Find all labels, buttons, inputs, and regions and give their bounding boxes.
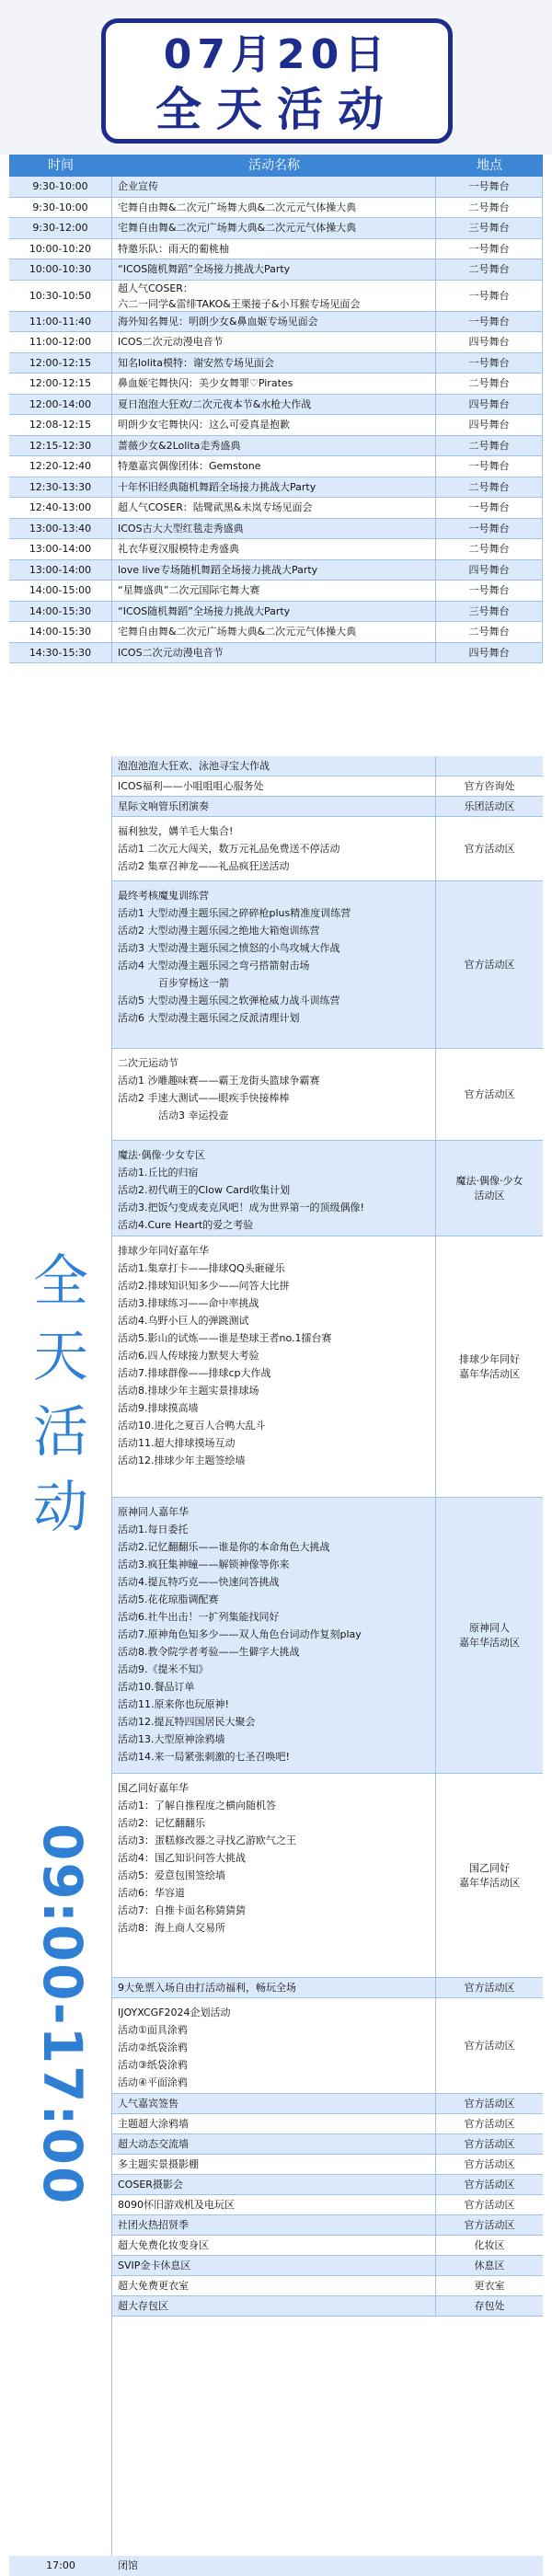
cell-location: 一号舞台 <box>436 581 543 602</box>
cell-time: 9:30-10:00 <box>9 177 112 198</box>
activity-line: 活动5 大型动漫主题乐园之软弹枪威力战斗训练营 <box>118 995 340 1006</box>
table-row <box>9 519 543 540</box>
activity-line: 活动②纸袋涂鸦 <box>118 2041 188 2053</box>
activity-row <box>112 2094 543 2114</box>
table-row <box>9 436 543 457</box>
cell-time: 12:40-13:00 <box>9 498 112 519</box>
activity-line: 活动4 大型动漫主题乐园之弯弓搭箭射击场 <box>118 960 310 972</box>
activity-location: 国乙同好 嘉年华活动区 <box>436 1774 543 1978</box>
activity-line: 活动12.排球少年主题签绘墙 <box>118 1455 246 1466</box>
activity-line: 活动5.花花琼脂调配赛 <box>118 1593 219 1605</box>
activity-line: 活动6.四人传球接力默契大考验 <box>118 1350 259 1362</box>
activity-name <box>112 2155 436 2175</box>
activity-row <box>112 2236 543 2256</box>
cell-name: 特邀乐队：雨天的葡桃柚 <box>112 239 436 260</box>
activity-name <box>112 1049 436 1141</box>
activity-row <box>112 797 543 817</box>
cell-name: “星舞盛典”二次元国际宅舞大赛 <box>112 581 436 602</box>
cell-name: 企业宣传 <box>112 177 436 198</box>
table-row <box>9 177 543 198</box>
activity-location: 官方活动区 <box>436 2155 543 2175</box>
activity-line: 活动2.记忆翻翻乐——谁是你的本命角色大挑战 <box>118 1541 330 1553</box>
activity-row <box>112 756 543 776</box>
activity-line: 活动4.乌野小巨人的弹跳测试 <box>118 1315 249 1327</box>
activity-line: 活动8.教令院学者考验——生僻字大挑战 <box>118 1646 300 1658</box>
cell-time: 12:30-13:30 <box>9 477 112 499</box>
cell-name: ICOS古大大型红毯走秀盛典 <box>112 519 436 540</box>
activity-line: 排球少年同好嘉年华 <box>118 1245 209 1257</box>
cell-location: 一号舞台 <box>436 456 543 477</box>
activity-location: 乐团活动区 <box>436 797 543 817</box>
activity-row <box>112 1998 543 2094</box>
activity-line: COSER摄影会 <box>118 2179 183 2191</box>
activity-line: 活动7.原神角色知多少——双人角色台词动作复刻play <box>118 1628 362 1640</box>
activity-line: 活动8：海上商人交易所 <box>118 1922 225 1934</box>
activity-location: 官方活动区 <box>436 2215 543 2236</box>
activity-location: 官方咨询处 <box>436 776 543 797</box>
activity-location: 休息区 <box>436 2256 543 2276</box>
activity-location: 存包处 <box>436 2296 543 2317</box>
page-date: 07月20日 <box>163 31 391 78</box>
table-header <box>9 155 543 177</box>
table-row <box>9 560 543 581</box>
activity-line: 活动2 大型动漫主题乐园之绝地大箱炮训练营 <box>118 925 320 937</box>
activity-line: 活动2 手速大测试——眼疾手快接棒棒 <box>118 1092 290 1104</box>
header-time: 时间 <box>48 158 74 173</box>
cell-location: 一号舞台 <box>436 281 543 312</box>
activity-row <box>112 1978 543 1998</box>
activity-location: 化妆区 <box>436 2236 543 2256</box>
cell-time: 14:00-15:00 <box>9 581 112 602</box>
activity-line: 多主题实景摄影棚 <box>118 2158 199 2170</box>
activity-line: 活动1 二次元大闯关，数万元礼品免费送不停活动 <box>118 843 340 855</box>
table-row <box>9 456 543 477</box>
activity-location: 魔法·偶像·少女 活动区 <box>436 1141 543 1236</box>
allday-section <box>9 756 543 2567</box>
cell-name: 十年怀旧经典随机舞蹈全场接力挑战大Party <box>112 477 436 499</box>
activity-row <box>112 1141 543 1236</box>
activity-row <box>112 2296 543 2317</box>
cell-time: 12:00-12:15 <box>9 374 112 395</box>
table-row <box>9 281 543 312</box>
cell-name: 知名lolita模特：谢安然专场见面会 <box>112 353 436 374</box>
header-location: 地点 <box>477 158 502 173</box>
activity-line: 活动6 大型动漫主题乐园之反派清理计划 <box>118 1012 300 1024</box>
activity-line: IJOYXCGF2024企划活动 <box>118 2007 231 2018</box>
cell-name: 海外知名舞见：明朗少女&鼻血姬专场见面会 <box>112 312 436 333</box>
activity-name <box>112 1236 436 1498</box>
cell-name: ICOS二次元动漫电音节 <box>112 332 436 353</box>
cell-location: 二号舞台 <box>436 436 543 457</box>
cell-location: 一号舞台 <box>436 177 543 198</box>
activity-row <box>112 2215 543 2236</box>
activity-location: 官方活动区 <box>436 2134 543 2155</box>
cell-time: 12:20-12:40 <box>9 456 112 477</box>
activity-row <box>112 1049 543 1141</box>
cell-location: 四号舞台 <box>436 395 543 416</box>
activity-line: 活动7：自推卡面名称猜猜猜 <box>118 1904 246 1916</box>
cell-name: 特邀嘉宾偶像团体：Gemstone <box>112 456 436 477</box>
activity-line: 活动2.排球知识知多少——问答大比拼 <box>118 1280 290 1292</box>
cell-time: 10:00-10:20 <box>9 239 112 260</box>
cell-time: 10:30-10:50 <box>9 281 112 312</box>
cell-time: 12:08-12:15 <box>9 415 112 436</box>
cell-location: 二号舞台 <box>436 374 543 395</box>
cell-location: 四号舞台 <box>436 332 543 353</box>
header-name: 活动名称 <box>248 158 300 173</box>
cell-time: 9:30-10:00 <box>9 198 112 219</box>
activity-line: 福利独发，媾羊毛大集合! <box>118 825 234 837</box>
cell-name: 宅舞自由舞&二次元广场舞大典&二次元元气体操大典 <box>112 622 436 643</box>
cell-location: 二号舞台 <box>436 198 543 219</box>
activity-name <box>112 776 436 797</box>
table-row <box>9 581 543 602</box>
activity-line: 星际文响管乐团演奏 <box>118 800 209 812</box>
cell-time: 14:30-15:30 <box>9 643 112 664</box>
activity-location: 官方活动区 <box>436 2094 543 2114</box>
table-row <box>9 374 543 395</box>
activity-line: 活动1 大型动漫主题乐园之碎碎枪plus精准度训练营 <box>118 907 351 919</box>
closing-row <box>9 2556 543 2576</box>
cell-location: 四号舞台 <box>436 643 543 664</box>
cell-name: “ICOS随机舞蹈”全场接力挑战大Party <box>112 602 436 623</box>
allday-time: 09:00-17:00 <box>31 1823 94 2206</box>
cell-location: 一号舞台 <box>436 353 543 374</box>
cell-name: 夏日泡泡大狂欢/二次元夜本节&水枪大作战 <box>112 395 436 416</box>
cell-location: 三号舞台 <box>436 218 543 239</box>
activity-line: 人气嘉宾签售 <box>118 2098 178 2110</box>
cell-location: 二号舞台 <box>436 539 543 560</box>
cell-location: 一号舞台 <box>436 519 543 540</box>
activity-line: 活动3 大型动漫主题乐园之愤怒的小鸟攻城大作战 <box>118 942 340 954</box>
closing-time: 17:00 <box>46 2559 75 2571</box>
allday-label: 全天活动 <box>33 1249 88 1540</box>
cell-location: 二号舞台 <box>436 259 543 281</box>
table-row <box>9 477 543 499</box>
table-row <box>9 332 543 353</box>
activity-location: 原神同人 嘉年华活动区 <box>436 1498 543 1774</box>
activity-name <box>112 756 436 776</box>
cell-name: 鼻血姬宅舞快闪：美少女舞罪♡Pirates <box>112 374 436 395</box>
activity-line: 活动11.原来你也玩原神! <box>118 1698 229 1710</box>
activity-row <box>112 2195 543 2215</box>
table-row <box>9 239 543 260</box>
activity-location <box>436 756 543 776</box>
cell-name: 明朗少女宅舞快闪：这么可爱真是抱歉 <box>112 415 436 436</box>
activity-name <box>112 2276 436 2296</box>
cell-name: “ICOS随机舞蹈”全场接力挑战大Party <box>112 259 436 281</box>
cell-location: 二号舞台 <box>436 622 543 643</box>
activity-line: 活动13.大型原神涂鸦墙 <box>118 1733 225 1745</box>
activity-name <box>112 1498 436 1774</box>
activity-line: 超大动态交流墙 <box>118 2138 189 2150</box>
table-row <box>9 539 543 560</box>
activity-line: 活动14.来一局紧张刺激的七圣召唤吧! <box>118 1751 290 1763</box>
cell-name: love live专场随机舞蹈全场接力挑战大Party <box>112 560 436 581</box>
activity-location: 官方活动区 <box>436 2175 543 2195</box>
activity-name <box>112 817 436 881</box>
cell-time: 13:00-13:40 <box>9 519 112 540</box>
activity-name <box>112 2175 436 2195</box>
activity-row <box>112 2276 543 2296</box>
activity-name <box>112 2256 436 2276</box>
table-row <box>9 498 543 519</box>
activity-line: 活动7.排球群像——排球cp大作战 <box>118 1367 271 1379</box>
table-row <box>9 643 543 664</box>
cell-time: 14:00-15:30 <box>9 602 112 623</box>
cell-location: 四号舞台 <box>436 560 543 581</box>
cell-name: 礼衣华夏汉服模特走秀盛典 <box>112 539 436 560</box>
activity-line: 魔法·偶像·少女专区 <box>118 1149 205 1161</box>
activity-name <box>112 1774 436 1978</box>
cell-time: 12:00-14:00 <box>9 395 112 416</box>
activity-row <box>112 2175 543 2195</box>
cell-time: 9:30-12:00 <box>9 218 112 239</box>
activity-line: 活动3.排球练习——命中率挑战 <box>118 1297 259 1309</box>
activity-name <box>112 2114 436 2134</box>
activity-line: 活动1.每日委托 <box>118 1524 189 1535</box>
table-row <box>9 395 543 416</box>
activity-line: 活动1.丘比的归宿 <box>118 1167 199 1179</box>
activity-line: 活动①面具涂鸦 <box>118 2024 188 2036</box>
header <box>0 0 552 155</box>
activity-line: 活动1 沙雕趣味赛——霸王龙街头篮球争霸赛 <box>118 1075 320 1087</box>
activity-line: 活动9.排球摸高墙 <box>118 1402 199 1414</box>
activity-location: 官方活动区 <box>436 2195 543 2215</box>
activity-location: 官方活动区 <box>436 2114 543 2134</box>
cell-time: 13:00-14:00 <box>9 539 112 560</box>
activity-line: 超大存包区 <box>118 2300 168 2312</box>
activity-row <box>112 881 543 1049</box>
activity-row <box>112 2155 543 2175</box>
activity-name <box>112 881 436 1049</box>
activity-row <box>112 2134 543 2155</box>
activity-line: 活动4：国乙知识问答大挑战 <box>118 1852 246 1864</box>
activity-line: 活动12.提瓦特四国居民大聚会 <box>118 1716 256 1728</box>
title-box <box>101 18 453 144</box>
activity-name <box>112 1141 436 1236</box>
cell-name: 宅舞自由舞&二次元广场舞大典&二次元元气体操大典 <box>112 198 436 219</box>
activity-line: 活动1.集章打卡——排球QQ头砸碰乐 <box>118 1262 285 1274</box>
activity-line: 活动4.提瓦特巧克——快速问答挑战 <box>118 1576 280 1588</box>
cell-name: 宅舞自由舞&二次元广场舞大典&二次元元气体操大典 <box>112 218 436 239</box>
activity-line: 超大免费化妆变身区 <box>118 2239 209 2251</box>
activity-row <box>112 1236 543 1498</box>
cell-time: 10:00-10:30 <box>9 259 112 281</box>
activity-line: 活动9.《提米不知》 <box>118 1663 209 1675</box>
cell-time: 14:00-15:30 <box>9 622 112 643</box>
cell-name: ICOS二次元动漫电音节 <box>112 643 436 664</box>
cell-location: 四号舞台 <box>436 415 543 436</box>
activity-row <box>112 1498 543 1774</box>
activity-name <box>112 1998 436 2094</box>
activity-line: 活动④平面涂鸦 <box>118 2076 188 2088</box>
activity-name <box>112 2296 436 2317</box>
activity-line: 泡泡池泡大狂欢、泳池寻宝大作战 <box>118 760 270 772</box>
activity-name <box>112 2215 436 2236</box>
activity-line: 9大免票入场自由打活动福利，畅玩全场 <box>118 1982 296 1994</box>
activity-line: 8090怀旧游戏机及电玩区 <box>118 2199 235 2211</box>
activity-location: 官方活动区 <box>436 1978 543 1998</box>
activity-location: 官方活动区 <box>436 881 543 1049</box>
closing-name: 闭馆 <box>118 2559 138 2571</box>
activity-line: 活动10.餐品订单 <box>118 1681 195 1693</box>
cell-name: 超人气COSER： 六二一同学&雷绯TAKO&王栗接子&小耳猴专场见面会 <box>112 281 436 312</box>
table-row <box>9 198 543 219</box>
cell-time: 12:00-12:15 <box>9 353 112 374</box>
activity-name <box>112 2236 436 2256</box>
activity-name <box>112 2195 436 2215</box>
cell-location: 一号舞台 <box>436 239 543 260</box>
cell-time: 12:15-12:30 <box>9 436 112 457</box>
activity-line: 活动10.进化之夏百人合鸭大乱斗 <box>118 1420 266 1432</box>
activity-line: 社团火热招贤季 <box>118 2219 189 2231</box>
activity-row <box>112 776 543 797</box>
activity-line: 活动3.把饭勺变成麦克风吧！成为世界第一的顶级偶像! <box>118 1202 364 1213</box>
cell-time: 11:00-12:00 <box>9 332 112 353</box>
activity-line: 活动5.影山的试炼——谁是垫球王者no.1擂台赛 <box>118 1332 332 1344</box>
table-row <box>9 312 543 333</box>
activity-location: 更衣室 <box>436 2276 543 2296</box>
allday-label-column <box>9 756 112 2567</box>
activity-location: 排球少年同好 嘉年华活动区 <box>436 1236 543 1498</box>
activity-line: 活动2 集章召神龙——礼品疯狂送活动 <box>118 860 290 872</box>
cell-time: 11:00-11:40 <box>9 312 112 333</box>
activity-line: 活动4.Cure Heart的爱之考验 <box>118 1219 254 1231</box>
activity-location: 官方活动区 <box>436 1998 543 2094</box>
activity-line: SVIP金卡休息区 <box>118 2260 191 2271</box>
cell-name: 超人气COSER：陆鹭貮黑&未岚专场见面会 <box>112 498 436 519</box>
cell-name: 蔷薇少女&2Lolita走秀盛典 <box>112 436 436 457</box>
table-row <box>9 259 543 281</box>
cell-time: 13:00-14:00 <box>9 560 112 581</box>
cell-location: 一号舞台 <box>436 498 543 519</box>
activity-row <box>112 817 543 881</box>
activity-name <box>112 1978 436 1998</box>
activity-line: 原神同人嘉年华 <box>118 1506 189 1518</box>
table-row <box>9 218 543 239</box>
activity-name <box>112 2134 436 2155</box>
activity-location: 官方活动区 <box>436 817 543 881</box>
activity-line: 国乙同好嘉年华 <box>118 1782 189 1794</box>
activity-line: 活动1：了解自推程度之横向随机答 <box>118 1800 276 1811</box>
activity-line: 活动2.初代萌王的Clow Card收集计划 <box>118 1184 291 1196</box>
activity-line: 活动③纸袋涂鸦 <box>118 2059 188 2071</box>
cell-location: 三号舞台 <box>436 602 543 623</box>
activity-line: 最终考核魔鬼训练营 <box>118 890 209 902</box>
activity-line: 主题超大涂鸦墙 <box>118 2118 189 2130</box>
activity-line: 活动3：蛋糕修改器之寻找乙游欧气之王 <box>118 1834 296 1846</box>
activity-row <box>112 2114 543 2134</box>
activity-name <box>112 797 436 817</box>
cell-location: 二号舞台 <box>436 477 543 499</box>
activity-row <box>112 2256 543 2276</box>
activity-line: 活动5：爱意包围签绘墙 <box>118 1869 225 1881</box>
schedule-table <box>9 155 543 2576</box>
table-row <box>9 622 543 643</box>
table-row <box>9 353 543 374</box>
activity-name <box>112 2094 436 2114</box>
activity-line: 二次元运动节 <box>118 1057 178 1069</box>
activity-line: 活动11.超大排球摸场互动 <box>118 1437 236 1449</box>
cell-location: 一号舞台 <box>436 312 543 333</box>
table-row <box>9 602 543 623</box>
activity-line: ICOS福利——小咀咀咀心服务处 <box>118 780 264 792</box>
activity-line: 活动3.疯狂集神瞳——解锁神像等你来 <box>118 1558 290 1570</box>
activity-line: 超大免费更衣室 <box>118 2280 189 2292</box>
table-row <box>9 415 543 436</box>
activity-line: 活动2：记忆翻翻乐 <box>118 1817 205 1829</box>
activity-line: 百步穿杨这一箭 <box>158 977 229 989</box>
activity-row <box>112 1774 543 1978</box>
activity-line: 活动6.社牛出击！一扩列集能找同好 <box>118 1611 280 1623</box>
activity-line: 活动6：华容道 <box>118 1887 185 1899</box>
activity-line: 活动3 幸运投壶 <box>158 1110 229 1121</box>
activity-location: 官方活动区 <box>436 1049 543 1141</box>
page-title: 全天活动 <box>155 83 398 136</box>
activity-line: 活动8.排球少年主题实景排球场 <box>118 1385 259 1397</box>
